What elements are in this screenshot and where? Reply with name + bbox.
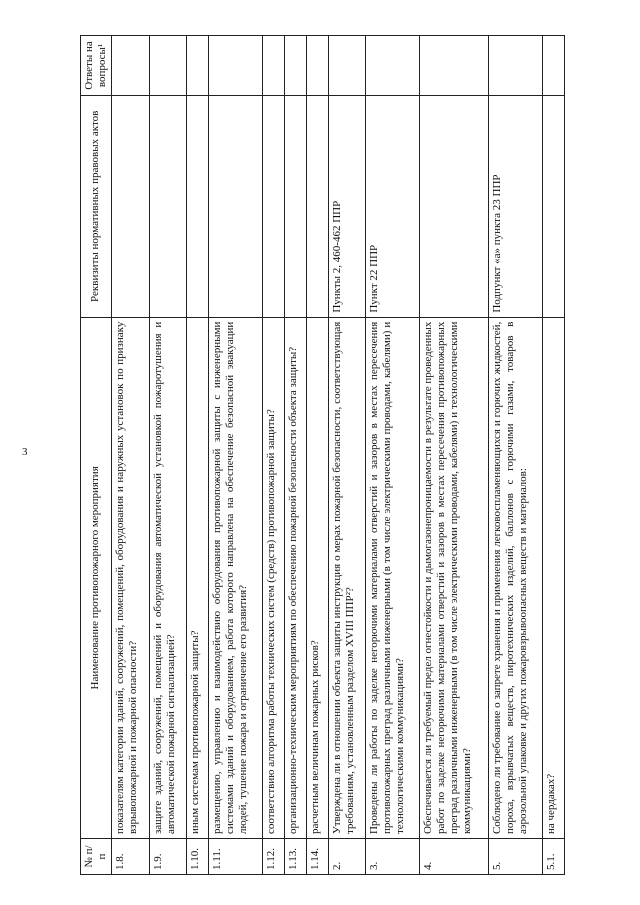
row-name: на чердаках? [543, 317, 565, 838]
checklist-table [80, 35, 565, 875]
row-answer[interactable] [111, 36, 149, 96]
row-requisites: Пункты 2, 460-462 ППР [328, 95, 366, 317]
table-row [420, 36, 489, 875]
row-num: 3. [366, 839, 420, 875]
row-num: 1.12. [262, 839, 284, 875]
row-name: размещению, управлению и взаимодействию оборудования противопожарной защиты с инженерными системами зданий и оборудованием, работа которого направлена на обеспечение безопасной эвакуации людей, тушение пожара и ограничение его развития? [209, 317, 263, 838]
table-row [489, 36, 543, 875]
table-row [262, 36, 284, 875]
header-answers: Ответы на вопросы¹ [81, 36, 112, 96]
row-answer[interactable] [306, 36, 328, 96]
row-name: расчетным величинам пожарных рисков? [306, 317, 328, 838]
row-num: 1.13. [284, 839, 306, 875]
row-answer[interactable] [543, 36, 565, 96]
header-requisites: Реквизиты нормативных правовых актов [81, 95, 112, 317]
row-name: защите зданий, сооружений, помещений и оборудования автоматической установкой пожаротушения и автоматической пожарной сигнализацией? [149, 317, 187, 838]
table-row [187, 36, 209, 875]
row-answer[interactable] [284, 36, 306, 96]
table-row [306, 36, 328, 875]
table-row [366, 36, 420, 875]
row-name: показателям категории зданий, сооружений, помещений, оборудования и наружных установок по признаку взрывопожарной и пожарной опасности? [111, 317, 149, 838]
table-row [149, 36, 187, 875]
row-requisites [262, 95, 284, 317]
table-row [111, 36, 149, 875]
row-answer[interactable] [489, 36, 543, 96]
row-answer[interactable] [328, 36, 366, 96]
row-requisites: Пункт 22 ППР [366, 95, 420, 317]
row-answer[interactable] [420, 36, 489, 96]
row-num: 1.9. [149, 839, 187, 875]
row-name: соответствию алгоритма работы технических систем (средств) противопожарной защиты? [262, 317, 284, 838]
row-answer[interactable] [187, 36, 209, 96]
row-requisites [187, 95, 209, 317]
row-num: 1.8. [111, 839, 149, 875]
table-row [209, 36, 263, 875]
row-requisites [284, 95, 306, 317]
row-requisites [111, 95, 149, 317]
row-num: 5.1. [543, 839, 565, 875]
row-answer[interactable] [262, 36, 284, 96]
row-num: 1.14. [306, 839, 328, 875]
row-num: 1.10. [187, 839, 209, 875]
row-name: Обеспечивается ли требуемый предел огнестойкости и дымогазонепроницаемости в результате проведенных работ по заделке негорючими материалами отверстий и зазоров в местах пересечения противопожарных преград различными инженерными (в том числе электрическими проводами, кабелями) и технологическими коммуникациями? [420, 317, 489, 838]
page-number: 3 [22, 446, 28, 458]
row-name: Соблюдено ли требование о запрете хранения и применения легковоспламеняющихся и горючих жидкостей, пороха, взрывчатых веществ, пиротехнических изделий, баллонов с горючими газами, товаров в аэрозольной упаковке и других пожаровзрывоопасных веществ и материалов: [489, 317, 543, 838]
table-row [543, 36, 565, 875]
header-num: № п/п [81, 839, 112, 875]
row-name: иным системам противопожарной защиты? [187, 317, 209, 838]
row-requisites: Подпункт «а» пункта 23 ППР [489, 95, 543, 317]
table-row [328, 36, 366, 875]
row-num: 1.11. [209, 839, 263, 875]
header-name: Наименование противопожарного мероприятия [81, 317, 112, 838]
table-header-row [81, 36, 112, 875]
row-name: Проведены ли работы по заделке негорючими материалами отверстий и зазоров в местах пересечения противопожарных преград различными инженерными (в том числе электрическими проводами, кабелями) и технологическими коммуникациями? [366, 317, 420, 838]
row-num: 5. [489, 839, 543, 875]
row-requisites [306, 95, 328, 317]
row-requisites [149, 95, 187, 317]
row-requisites [543, 95, 565, 317]
rotated-table-container [80, 35, 565, 875]
row-num: 2. [328, 839, 366, 875]
row-name: Утверждена ли в отношении объекта защиты инструкция о мерах пожарной безопасности, соответствующая требованиям, установленным разделом XVIII ППР²? [328, 317, 366, 838]
row-requisites [420, 95, 489, 317]
row-requisites [209, 95, 263, 317]
row-name: организационно-техническим мероприятиям по обеспечению пожарной безопасности объекта защиты? [284, 317, 306, 838]
row-answer[interactable] [366, 36, 420, 96]
row-answer[interactable] [209, 36, 263, 96]
row-answer[interactable] [149, 36, 187, 96]
table-row [284, 36, 306, 875]
row-num: 4. [420, 839, 489, 875]
